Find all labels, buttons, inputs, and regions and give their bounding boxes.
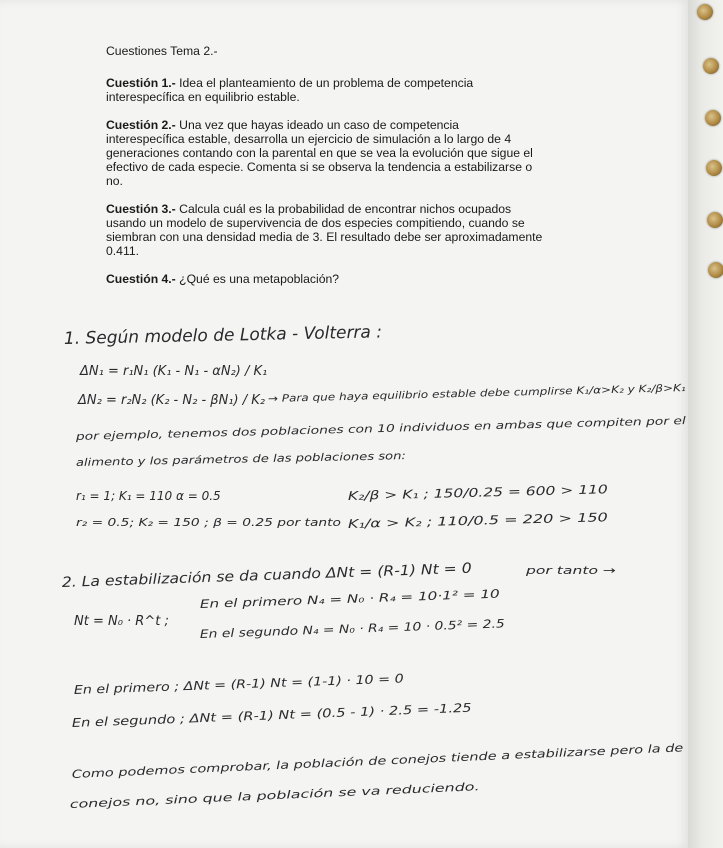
hw-line-11: En el segundo N₄ = N₀ · R₄ = 10 · 0.5² = 2.5 [199,618,453,641]
hw-line-1: 1. Según modelo de Lotka - Volterra : [63,322,383,349]
hw-line-2: ΔN₁ = r₁N₁ (K₁ - N₁ - αN₂) / K₁ [80,364,268,379]
question-3-text-a: Calcula cuál es la probabilidad de encontrar nichos ocupados [175,202,512,216]
hw-line-14: Como podemos comprobar, la población de conejos tiende a estabilizarse pero la de [71,747,537,781]
hw-line-10b: En el primero N₄ = N₀ · R₄ = 10·1² = 10 [199,589,427,611]
hw-line-4: por ejemplo, tenemos dos poblaciones con 10 individuos en ambas que compiten por el [75,418,540,443]
question-3-text-c: siembran con una densidad media de 3. El resultado debe ser aproximadamente [106,230,543,244]
question-2-text-c: generaciones contando con la parental en que se vea la evolución que sigue el [106,146,533,160]
hw-line-7b: K₂/β > K₁ ; 150/0.25 = 600 > 110 [347,483,550,503]
question-2-text-b: interespecífica estable, desarrolla un ejercicio de simulación a lo largo de 4 [106,132,512,146]
hw-line-6: r₁ = 1; K₁ = 110 α = 0.5 [76,489,221,503]
hw-line-13: En el segundo ; ΔNt = (R-1) Nt = (0.5 - 1) · 2.5 = -1.25 [71,703,401,730]
hw-line-3b: → Para que haya equilibrio estable debe cumplirse K₁/α>K₂ y K₂/β>K₁ [267,384,616,405]
hw-line-5: alimento y los parámetros de las poblaciones son: [75,451,341,469]
worksheet-title: Cuestiones Tema 2.- [106,44,218,58]
question-1-text-b: interespecífica en equilibrio estable. [106,90,300,104]
question-4-label: Cuestión 4.- [106,272,176,286]
question-3-text-b: usando un modelo de supervivencia de dos especies compitiendo, cuando se [106,216,525,230]
question-2-label: Cuestión 2.- [106,118,176,132]
hw-line-7a: r₂ = 0.5; K₂ = 150 ; β = 0.25 por tanto [76,516,342,529]
question-3-label: Cuestión 3.- [106,202,176,216]
hw-line-8: K₁/α > K₂ ; 110/0.5 = 220 > 150 [347,511,542,531]
hw-line-15: conejos no, sino que la población se va reduciendo. [69,785,355,811]
question-2-text-e: no. [106,174,123,188]
hw-line-9a: 2. La estabilización se da cuando ΔNt = (R-1) Nt = 0 [61,562,430,591]
hw-line-9b: por tanto → [524,564,616,577]
question-1-label: Cuestión 1.- [106,76,176,90]
question-2-text-d: efectivo de cada especie. Comenta si se observa la tendencia a estabilizarse o [106,160,533,174]
question-3-text-d: 0.411. [106,244,139,258]
question-4-text: ¿Qué es una metapoblación? [175,272,340,286]
question-1-text-a: Idea el planteamiento de un problema de competencia [175,76,474,90]
hw-line-10a: Nt = N₀ · R^t ; [74,614,169,629]
hw-line-3a: ΔN₂ = r₂N₂ (K₂ - N₂ - βN₁) / K₂ [78,393,265,408]
hw-line-12: En el primero ; ΔNt = (R-1) Nt = (1-1) · 10 = 0 [73,673,352,697]
question-2-text-a: Una vez que hayas ideado un caso de competencia [175,118,459,132]
